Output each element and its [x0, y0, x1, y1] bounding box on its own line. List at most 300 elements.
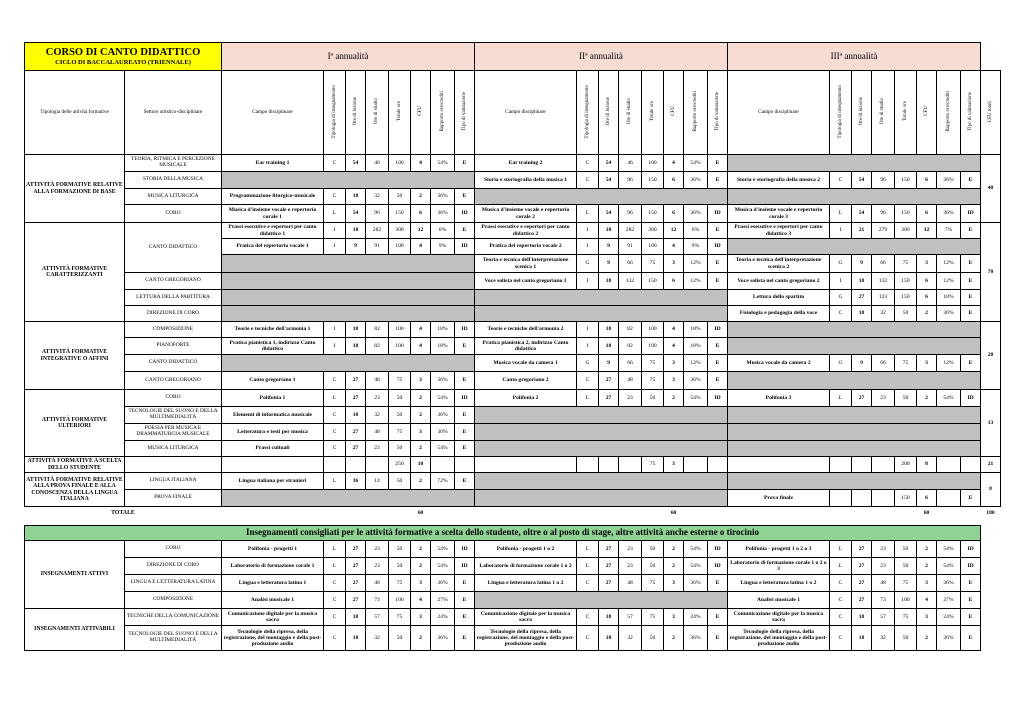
course-value: 12	[411, 223, 431, 239]
sector-cell: CANTO GREGORIANO	[125, 372, 222, 390]
course-value: 3	[917, 255, 937, 273]
course-value: G	[830, 355, 852, 372]
col-campo: Campo disciplinare	[728, 71, 830, 155]
course-value: L	[324, 390, 346, 407]
course-value: 24%	[937, 609, 961, 626]
course-value: 3	[917, 609, 937, 626]
col-tipo_val	[708, 71, 728, 155]
empty-year-block	[475, 189, 728, 205]
course-value: C	[830, 306, 852, 322]
course-name: Lingua e letteratura latina 1 o 2	[475, 575, 577, 592]
course-value: 23	[366, 441, 389, 457]
course-value: C	[577, 626, 599, 651]
course-value: 54	[599, 172, 619, 189]
sector-cell: TEORIA, RITMICA E PERCEZIONE MUSICALE	[125, 155, 222, 172]
course-value: 32	[872, 306, 895, 322]
course-value: C	[830, 575, 852, 592]
course-value: ID	[455, 541, 475, 558]
course-value: 50	[389, 626, 411, 651]
course-value: 36	[346, 473, 366, 490]
sector-cell	[125, 457, 222, 473]
course-value: 12%	[937, 273, 961, 290]
plan-row	[25, 390, 1001, 407]
course-value: I	[324, 338, 346, 355]
course-value: 72%	[431, 473, 455, 490]
course-value: 27%	[431, 592, 455, 609]
course-value: E	[961, 490, 981, 507]
course-value: 250	[389, 457, 411, 473]
col-tipologia: Tipologia delle attività formative	[25, 71, 125, 155]
course-value: 96	[366, 205, 389, 223]
course-value	[937, 490, 961, 507]
col-ore_lez-label: Ore di lezione	[605, 97, 611, 126]
course-value: 54%	[937, 558, 961, 575]
course-name: Comunicazione digitale per la musica sacra	[475, 609, 577, 626]
course-value: L	[830, 558, 852, 575]
course-value: E	[961, 626, 981, 651]
course-name: Comunicazione digitale per la musica sacra	[728, 609, 830, 626]
col-campo: Campo disciplinare	[222, 71, 324, 155]
course-value	[599, 457, 619, 473]
col-rapporto	[937, 71, 961, 155]
blank	[981, 626, 1001, 651]
course-name: Lettura dello spartito	[728, 290, 830, 306]
blank	[981, 609, 1001, 626]
course-value: 75	[389, 575, 411, 592]
course-value: 27	[852, 592, 872, 609]
course-value: 100	[389, 338, 411, 355]
course-name: Prassi esecutive e repertori per canto didattico 1	[222, 223, 324, 239]
course-value: 23	[619, 390, 642, 407]
col-tot_ore	[642, 71, 664, 155]
course-value	[852, 490, 872, 507]
course-value: E	[961, 306, 981, 322]
course-value: 75	[895, 255, 917, 273]
course-value	[830, 490, 852, 507]
course-value: ID	[708, 205, 728, 223]
course-value: I	[577, 223, 599, 239]
course-value: E	[961, 223, 981, 239]
col-rapporto-label: Rapporto ore/crediti	[692, 91, 698, 132]
course-value: 6	[664, 273, 684, 290]
course-value: 12	[664, 223, 684, 239]
course-value: 54%	[684, 541, 708, 558]
course-value: E	[708, 255, 728, 273]
course-value: 27	[346, 558, 366, 575]
course-value: 100	[642, 338, 664, 355]
course-value: 50	[895, 626, 917, 651]
course-value: L	[324, 473, 346, 490]
course-value: 36%	[937, 172, 961, 189]
course-value: 23	[872, 541, 895, 558]
course-value: 6	[917, 205, 937, 223]
course-value: 75	[895, 355, 917, 372]
col-ore_stu-label: Ore di studio	[627, 98, 633, 125]
header-row-years	[25, 43, 1001, 71]
course-value: 2	[411, 558, 431, 575]
course-value: 6	[411, 205, 431, 223]
course-value: 66	[872, 355, 895, 372]
course-value: I	[577, 322, 599, 338]
empty-year-block	[475, 490, 728, 507]
course-name: Polifonia - progetti 1	[222, 541, 324, 558]
course-value: E	[455, 424, 475, 441]
course-value: ID	[708, 390, 728, 407]
course-value: 2	[917, 558, 937, 575]
course-value: 27	[852, 575, 872, 592]
course-value: I	[324, 239, 346, 255]
blank	[981, 526, 1001, 541]
course-value: 75	[389, 424, 411, 441]
course-value: 27	[852, 390, 872, 407]
course-value: 50	[895, 306, 917, 322]
col-tip_ins	[324, 71, 346, 155]
course-name: Storia e storiografia della musica 1	[475, 172, 577, 189]
course-value: 27	[852, 558, 872, 575]
plan-row	[25, 172, 1001, 189]
course-value: ID	[455, 558, 475, 575]
sector-cell: TECNOLOGIE DEL SUONO E DELLA MULTIMEDIALITÀ	[125, 626, 222, 651]
course-value: ID	[961, 205, 981, 223]
course-name: Pratica del repertorio vocale 2	[475, 239, 577, 255]
course-value: 82	[366, 338, 389, 355]
course-value: 18%	[937, 290, 961, 306]
course-value: C	[830, 172, 852, 189]
course-name: Tecnologie della ripresa, della registrazione, del montaggio e della post-produzione audio	[475, 626, 577, 651]
course-value: E	[708, 273, 728, 290]
course-value: 36%	[431, 424, 455, 441]
blank	[981, 592, 1001, 609]
course-value: 150	[895, 205, 917, 223]
course-value: I	[830, 223, 852, 239]
course-value: E	[708, 172, 728, 189]
plan-row	[25, 407, 1001, 424]
course-name: Comunicazione digitale per la musica sacra	[222, 609, 324, 626]
course-value: L	[324, 205, 346, 223]
course-value: 46	[619, 155, 642, 172]
sector-cell: CANTO DIDATTICO	[125, 355, 222, 372]
plan-row	[25, 457, 1001, 473]
course-value: 4	[411, 338, 431, 355]
course-value: 36%	[431, 372, 455, 390]
course-name: Programmazione liturgico-musicale	[222, 189, 324, 205]
course-value: 75	[642, 372, 664, 390]
course-value: 2	[664, 558, 684, 575]
course-value: 50	[389, 407, 411, 424]
course-value: C	[830, 592, 852, 609]
course-value: ID	[708, 322, 728, 338]
course-name: Teorie e tecniche dell'armonia 1	[222, 322, 324, 338]
course-value: 54	[852, 172, 872, 189]
course-value: 18	[346, 223, 366, 239]
blank	[431, 507, 475, 520]
course-value: L	[830, 205, 852, 223]
course-value: C	[830, 626, 852, 651]
course-value: 32	[366, 189, 389, 205]
corner-blank	[981, 43, 1001, 71]
course-value: 36%	[937, 575, 961, 592]
course-name: Teorie e tecniche dell'armonia 2	[475, 322, 577, 338]
course-value: C	[324, 592, 346, 609]
col-ore_stu	[619, 71, 642, 155]
category-cell: ATTIVITÀ FORMATIVE ULTERIORI	[25, 390, 125, 457]
category-cell: ATTIVITÀ FORMATIVE CARATTERIZZANTI	[25, 223, 125, 322]
category-cell: ATTIVITÀ FORMATIVE A SCELTA DELLO STUDENTE	[25, 457, 125, 473]
course-value: 4	[411, 239, 431, 255]
course-value: ID	[708, 558, 728, 575]
course-value: L	[830, 390, 852, 407]
course-value: 23	[872, 390, 895, 407]
empty-year-block	[728, 338, 981, 355]
course-name: Prassi esecutive e repertori per canto didattico 2	[475, 223, 577, 239]
optional-row	[25, 626, 1001, 651]
course-value: 18	[599, 338, 619, 355]
course-value: 3	[664, 355, 684, 372]
course-value: 54%	[937, 390, 961, 407]
course-value: 27%	[937, 592, 961, 609]
course-value: 2	[917, 626, 937, 651]
course-value: 3	[411, 372, 431, 390]
category-cell: INSEGNAMENTI ATTIVABILI	[25, 609, 125, 651]
course-value: E	[455, 372, 475, 390]
course-value: 18%	[431, 322, 455, 338]
course-value: 18	[599, 273, 619, 290]
course-value: 300	[389, 223, 411, 239]
course-name: Musica vocale da camera 1	[475, 355, 577, 372]
plan-row	[25, 306, 1001, 322]
course-value: 48	[619, 575, 642, 592]
empty-year-block	[475, 290, 728, 306]
col-cfu-label: CFU	[417, 106, 423, 117]
category-cell: ATTIVITÀ FORMATIVE RELATIVE ALLA PROVA FINALE E ALLA CONOSCENZA DELLA LINGUA ITALIANA	[25, 473, 125, 507]
plan-row	[25, 155, 1001, 172]
course-value: 54	[346, 205, 366, 223]
course-value: E	[961, 355, 981, 372]
course-value: 75	[895, 609, 917, 626]
course-value: 27	[346, 592, 366, 609]
course-value: 50	[895, 390, 917, 407]
plan-row	[25, 322, 1001, 338]
course-value: 54%	[684, 390, 708, 407]
course-value: 23	[872, 558, 895, 575]
course-value: 6	[917, 490, 937, 507]
sector-cell: LINGUA E LETTERATURA LATINA	[125, 575, 222, 592]
course-value: 66	[619, 355, 642, 372]
course-subtitle: CICLO DI BACCALAUREATO (TRIENNALE)	[55, 58, 191, 66]
year-total: 60	[923, 510, 930, 517]
course-value: 75	[895, 575, 917, 592]
course-value: 150	[642, 273, 664, 290]
course-value: 18	[346, 189, 366, 205]
blank	[684, 507, 728, 520]
course-value: G	[830, 255, 852, 273]
course-value: 2	[664, 541, 684, 558]
empty-year-block	[222, 273, 475, 290]
course-value	[346, 457, 366, 473]
course-value: 2	[917, 306, 937, 322]
course-value: 150	[895, 172, 917, 189]
course-name: Musica d'insieme vocale e repertorio corale 3	[728, 205, 830, 223]
course-value: L	[577, 205, 599, 223]
course-title: CORSO DI CANTO DIDATTICO	[45, 47, 201, 59]
empty-year-block	[475, 441, 728, 457]
empty-year-block	[475, 473, 728, 490]
course-value	[684, 457, 708, 473]
course-value: 3	[411, 424, 431, 441]
course-value: 9	[346, 239, 366, 255]
cfu-total-cell: 28	[981, 322, 1001, 390]
course-value: 18	[346, 407, 366, 424]
course-value: L	[577, 558, 599, 575]
course-value: 36%	[431, 205, 455, 223]
course-value: 2	[917, 541, 937, 558]
col-tipo_val	[961, 71, 981, 155]
course-value: I	[324, 223, 346, 239]
course-value: E	[455, 626, 475, 651]
course-value: 66	[619, 255, 642, 273]
col-ore_stu	[872, 71, 895, 155]
course-value: 123	[872, 290, 895, 306]
course-value: G	[577, 355, 599, 372]
course-value: 50	[389, 541, 411, 558]
course-value	[366, 457, 389, 473]
optional-row	[25, 575, 1001, 592]
course-value: 12	[917, 223, 937, 239]
course-value: C	[324, 372, 346, 390]
course-value: 2	[917, 390, 937, 407]
col-tipo_val-label: Tipo di valutazione	[714, 91, 720, 131]
col-tot_ore	[895, 71, 917, 155]
course-value: 18	[346, 338, 366, 355]
course-value: 18	[346, 626, 366, 651]
course-value: 2	[411, 441, 431, 457]
course-value: E	[708, 223, 728, 239]
course-value: C	[324, 441, 346, 457]
empty-year-block	[222, 255, 475, 273]
course-value: 27	[346, 441, 366, 457]
plan-row	[25, 338, 1001, 355]
course-value: 50	[389, 473, 411, 490]
sector-cell: MUSICA LITURGICA	[125, 441, 222, 457]
course-value: 3	[664, 457, 684, 473]
plan-row	[25, 355, 1001, 372]
course-value: 27	[346, 541, 366, 558]
course-value: 7%	[937, 223, 961, 239]
col-cfu-label: CFU	[923, 106, 929, 117]
course-value: ID	[961, 558, 981, 575]
course-value: 6	[664, 205, 684, 223]
empty-year-block	[728, 322, 981, 338]
course-value: 12%	[937, 355, 961, 372]
sector-cell: STORIA DELLA MUSICA	[125, 172, 222, 189]
sector-cell: CANTO GREGORIANO	[125, 273, 222, 290]
course-value: 2	[411, 473, 431, 490]
plan-row	[25, 441, 1001, 457]
course-value: 54%	[431, 390, 455, 407]
cfu-total-cell: 70	[981, 223, 1001, 322]
course-value: 75	[389, 372, 411, 390]
course-value: 32	[619, 626, 642, 651]
course-value: E	[455, 609, 475, 626]
course-value: 4	[411, 592, 431, 609]
empty-year-block	[222, 306, 475, 322]
course-value: 23	[366, 390, 389, 407]
col-tot_ore-label: Totale ore	[649, 101, 655, 122]
course-value: 36%	[684, 575, 708, 592]
sector-cell: LETTURA DELLA PARTITURA	[125, 290, 222, 306]
col-tot_ore	[389, 71, 411, 155]
course-value	[324, 457, 346, 473]
course-value	[619, 457, 642, 473]
course-value: E	[961, 290, 981, 306]
course-value: 150	[642, 205, 664, 223]
course-value: 27	[599, 390, 619, 407]
course-name: Prassi esecutive e repertori per canto didattico 3	[728, 223, 830, 239]
course-name: Polifonia 3	[728, 390, 830, 407]
col-ore_stu-label: Ore di studio	[880, 98, 886, 125]
course-value: 8	[917, 457, 937, 473]
course-value: 27	[599, 372, 619, 390]
year-total: 60	[670, 510, 677, 517]
course-value: 4	[411, 155, 431, 172]
course-value: 36%	[431, 407, 455, 424]
course-value: E	[455, 155, 475, 172]
course-value: 6	[664, 172, 684, 189]
course-value: 50	[895, 558, 917, 575]
course-value: I	[577, 338, 599, 355]
plan-row	[25, 473, 1001, 490]
plan-row	[25, 424, 1001, 441]
blank	[981, 558, 1001, 575]
course-value	[577, 457, 599, 473]
course-value: 3	[917, 355, 937, 372]
course-value: 150	[389, 205, 411, 223]
course-value: 2	[411, 407, 431, 424]
course-name: Voce solista nel canto gregoriano 1	[475, 273, 577, 290]
header-row-columns	[25, 71, 1001, 155]
course-value: 4	[664, 239, 684, 255]
blank	[981, 541, 1001, 558]
empty-year-block	[222, 290, 475, 306]
course-value: 57	[619, 609, 642, 626]
course-value: 36%	[431, 575, 455, 592]
course-value: 150	[895, 290, 917, 306]
col-tipo_val	[455, 71, 475, 155]
course-value: 57	[366, 609, 389, 626]
course-value: 48	[619, 372, 642, 390]
totale-label: TOTALE	[111, 510, 135, 517]
course-name: Laboratorio di formazione corale 1 o 2 o 3	[728, 558, 830, 575]
course-value: 50	[895, 541, 917, 558]
sector-cell: CORO	[125, 205, 222, 223]
plan-row	[25, 223, 1001, 239]
band-row	[25, 526, 1001, 541]
col-cfu-totali-label: CFU totali	[987, 100, 993, 122]
course-value: E	[455, 338, 475, 355]
col-cfu	[664, 71, 684, 155]
course-value: 36%	[431, 626, 455, 651]
col-ore_lez	[599, 71, 619, 155]
category-cell: ATTIVITÀ FORMATIVE INTEGRATIVE O AFFINI	[25, 322, 125, 390]
blank	[937, 507, 981, 520]
col-ore_stu	[366, 71, 389, 155]
sector-cell: DIREZIONE DI CORO	[125, 558, 222, 575]
course-value: 75	[642, 355, 664, 372]
course-value: 100	[389, 155, 411, 172]
course-value: 27	[346, 390, 366, 407]
course-value: 6%	[431, 223, 455, 239]
sector-cell: TECNOLOGIE DEL SUONO E DELLA MULTIMEDIALITÀ	[125, 407, 222, 424]
